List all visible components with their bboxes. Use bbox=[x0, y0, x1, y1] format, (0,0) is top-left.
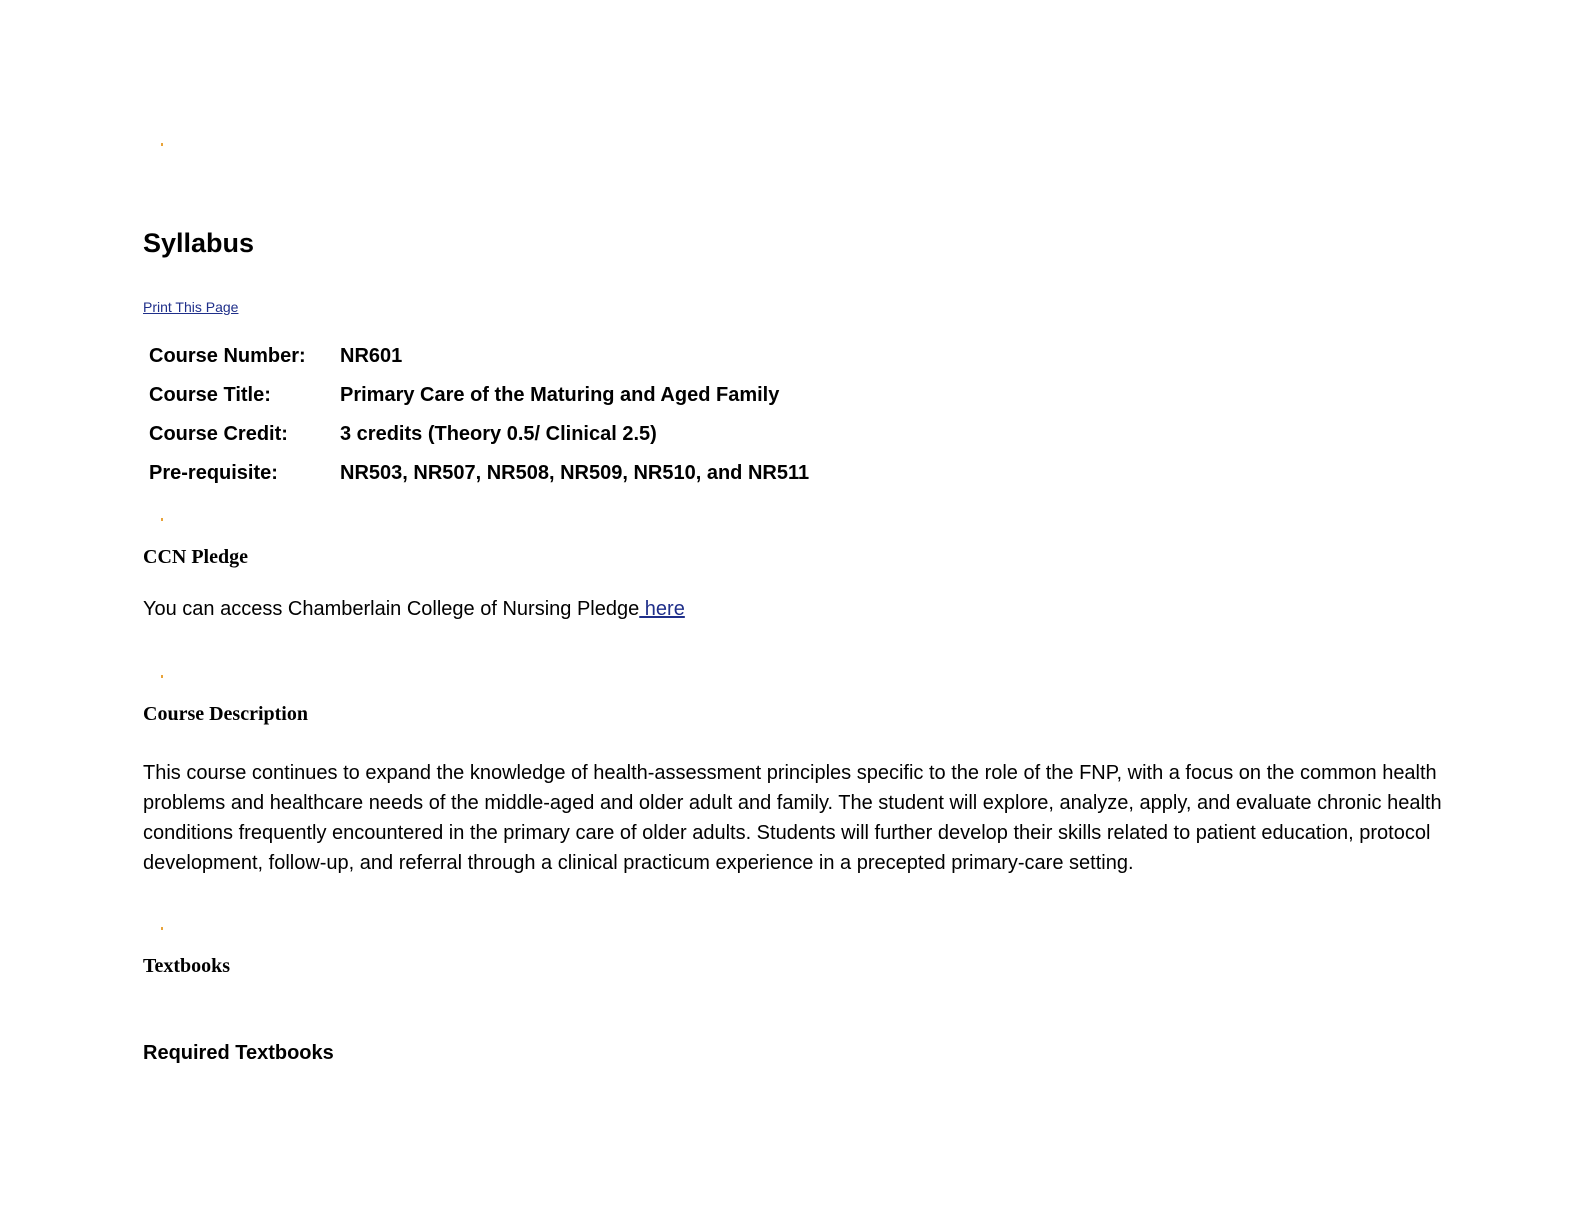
page-title: Syllabus bbox=[143, 228, 255, 258]
course-title-value: Primary Care of the Maturing and Aged Family bbox=[340, 384, 780, 406]
print-page-link[interactable]: Print This Page bbox=[143, 299, 239, 315]
prerequisite-row bbox=[143, 454, 815, 493]
course-description-text: This course continues to expand the knowledge of health-assessment principles specific to the role of the FNP, with a focus on the common health problems and healthcare needs of the middle-aged and older adult and family. The student will explore, analyze, apply, and evaluate chronic health conditions frequently encountered in the primary care of older adults. Students will further develop their skills related to patient education, protocol development, follow-up, and referral through a clinical practicum experience in a precepted primary-care setting. bbox=[143, 762, 1442, 874]
course-credit-value: 3 credits (Theory 0.5/ Clinical 2.5) bbox=[340, 423, 657, 445]
prerequisite-value: NR503, NR507, NR508, NR509, NR510, and NR511 bbox=[340, 462, 810, 484]
course-title-label: Course Title: bbox=[149, 384, 271, 406]
pledge-text: You can access Chamberlain College of Nursing Pledge bbox=[143, 598, 640, 620]
section-marker-pledge bbox=[161, 518, 163, 521]
prerequisite-label: Pre-requisite: bbox=[149, 462, 278, 484]
course-number-label: Course Number: bbox=[149, 345, 306, 367]
required-textbooks-heading: Required Textbooks bbox=[143, 1042, 334, 1064]
pledge-heading: CCN Pledge bbox=[143, 546, 248, 568]
section-marker-top bbox=[161, 143, 163, 146]
textbooks-heading: Textbooks bbox=[143, 955, 231, 977]
pledge-paragraph bbox=[143, 594, 685, 624]
course-description-heading: Course Description bbox=[143, 703, 308, 725]
course-credit-row bbox=[143, 415, 815, 454]
section-marker-description bbox=[161, 675, 163, 678]
course-title-row bbox=[143, 376, 815, 415]
course-credit-label: Course Credit: bbox=[149, 423, 288, 445]
pledge-here-link[interactable]: here bbox=[639, 598, 685, 620]
course-info-table bbox=[143, 337, 815, 493]
section-marker-textbooks bbox=[161, 927, 163, 930]
course-number-value: NR601 bbox=[340, 345, 403, 367]
course-number-row bbox=[143, 337, 815, 376]
